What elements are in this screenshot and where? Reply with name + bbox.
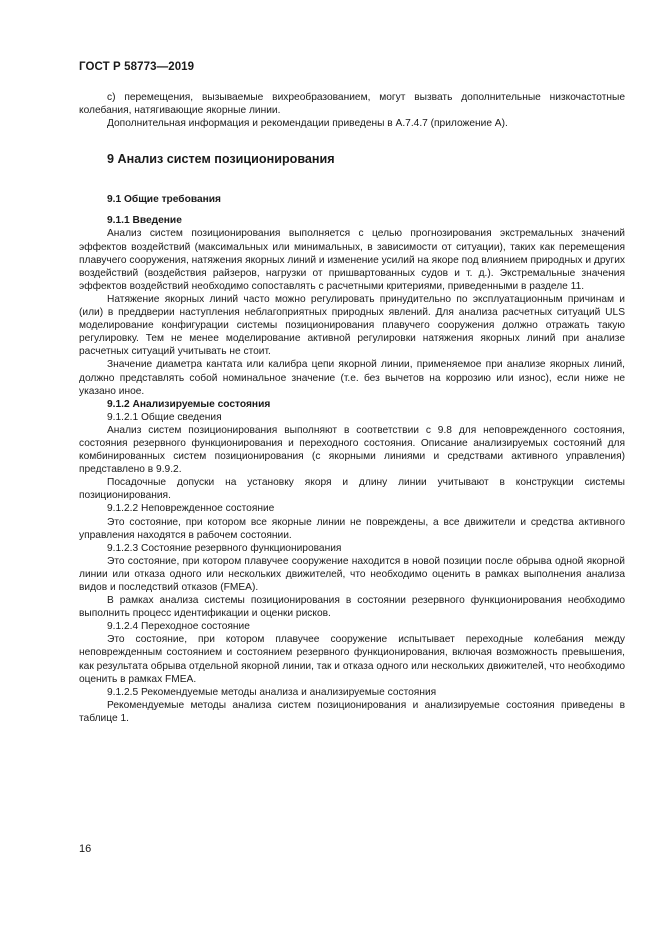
paragraph-more-info: Дополнительная информация и рекомендации приведены в А.7.4.7 (приложение А). <box>107 118 508 130</box>
section-9-heading: 9 Анализ систем позиционирования <box>107 152 335 167</box>
paragraph-9-1-1-3: Значение диаметра кантата или калибра цепи якорной линии, применяемое при анализе якорных линий, должно представлять собой номинальное значение (т.е. без вычетов на коррозию или износ), если ниже не указано иное. <box>79 359 625 397</box>
subsection-9-1-2-1-heading: 9.1.2.1 Общие сведения <box>107 411 222 423</box>
paragraph-9-1-2-5-1: Рекомендуемые методы анализа систем позиционирования и анализируемые состояния приведены в таблице 1. <box>79 699 625 724</box>
subsection-9-1-heading: 9.1 Общие требования <box>107 194 221 206</box>
paragraph-9-1-2-2-1: Это состояние, при котором все якорные линии не повреждены, а все движители и средства активного управления находятся в рабочем состоянии. <box>79 516 625 541</box>
subsection-9-1-2-4-heading: 9.1.2.4 Переходное состояние <box>107 621 250 633</box>
document-header: ГОСТ Р 58773—2019 <box>79 61 195 73</box>
paragraph-9-1-1-2: Натяжение якорных линий часто можно регулировать принудительно по эксплуатационным причинам и (или) в преддверии наступления неблагоприятных природных явлений. Для анализа расчетных ситуаций ULS моделирование конфигурации системы позиционирования плавучего сооружения должно отражать такую регулировку. Тем не менее моделирование активной регулировки натяжения якорных линий при анализе расчетных ситуаций учитывать не стоит. <box>79 293 625 358</box>
page-body <box>79 91 625 725</box>
paragraph-9-1-1-1: Анализ систем позиционирования выполняется с целью прогнозирования экстремальных значений эффектов воздействий (максимальных или минимальных, в зависимости от ситуации), таких как перемещения плавучего сооружения, натяжения якорных линий и изменение усилий на якоре под влиянием природных и других воздействий (воздействия райзеров, нагрузки от пришвартованных судов и т. д.). Экстремальные значения эффектов воздействий необходимо сопоставлять с расчетными критериями, приведенными в разделе 11. <box>79 228 625 292</box>
subsection-9-1-2-heading: 9.1.2 Анализируемые состояния <box>107 398 271 410</box>
paragraph-9-1-2-3-2: В рамках анализа системы позиционирования в состоянии резервного функционирования необходимо выполнить процесс идентификации и оценки рисков. <box>79 595 625 620</box>
subsection-9-1-1-heading: 9.1.1 Введение <box>107 215 182 227</box>
paragraph-9-1-2-4-1: Это состояние, при котором плавучее сооружение испытывает переходные колебания между неповрежденным состоянием и состоянием резервного функционирования, включая возможность превышения, как результата обрыва отдельной якорной линии, так и отказа одного или нескольких движителей, что необходимо оценить в рамках FMEA. <box>79 634 625 685</box>
paragraph-9-1-2-1-2: Посадочные допуски на установку якоря и длину линии учитывают в конструкции системы позиционирования. <box>79 477 625 502</box>
subsection-9-1-2-5-heading: 9.1.2.5 Рекомендуемые методы анализа и анализируемые состояния <box>107 686 437 698</box>
paragraph-9-1-2-3-1: Это состояние, при котором плавучее сооружение находится в новой позиции после обрыва одной якорной линии или отказа одного или нескольких движителей, что необходимо оценить в рамках выполнения анализа видов и последствий отказов (FMEA). <box>79 555 625 593</box>
subsection-9-1-2-2-heading: 9.1.2.2 Неповрежденное состояние <box>107 503 275 515</box>
paragraph-9-1-2-1-1: Анализ систем позиционирования выполняют в соответствии с 9.8 для неповрежденного состояния, состояния резервного функционирования и переходного состояния. Описание анализируемых состояний для комбинированных систем позиционирования (с якорными линиями и средствами активного управления) представлено в 9.9.2. <box>79 424 625 476</box>
subsection-9-1-2-3-heading: 9.1.2.3 Состояние резервного функционирования <box>107 542 342 554</box>
paragraph-item-c: с) перемещения, вызываемые вихреобразованием, могут вызвать дополнительные низкочастотные колебания, натягивающие якорные линии. <box>79 92 625 117</box>
page-number: 16 <box>79 843 92 855</box>
